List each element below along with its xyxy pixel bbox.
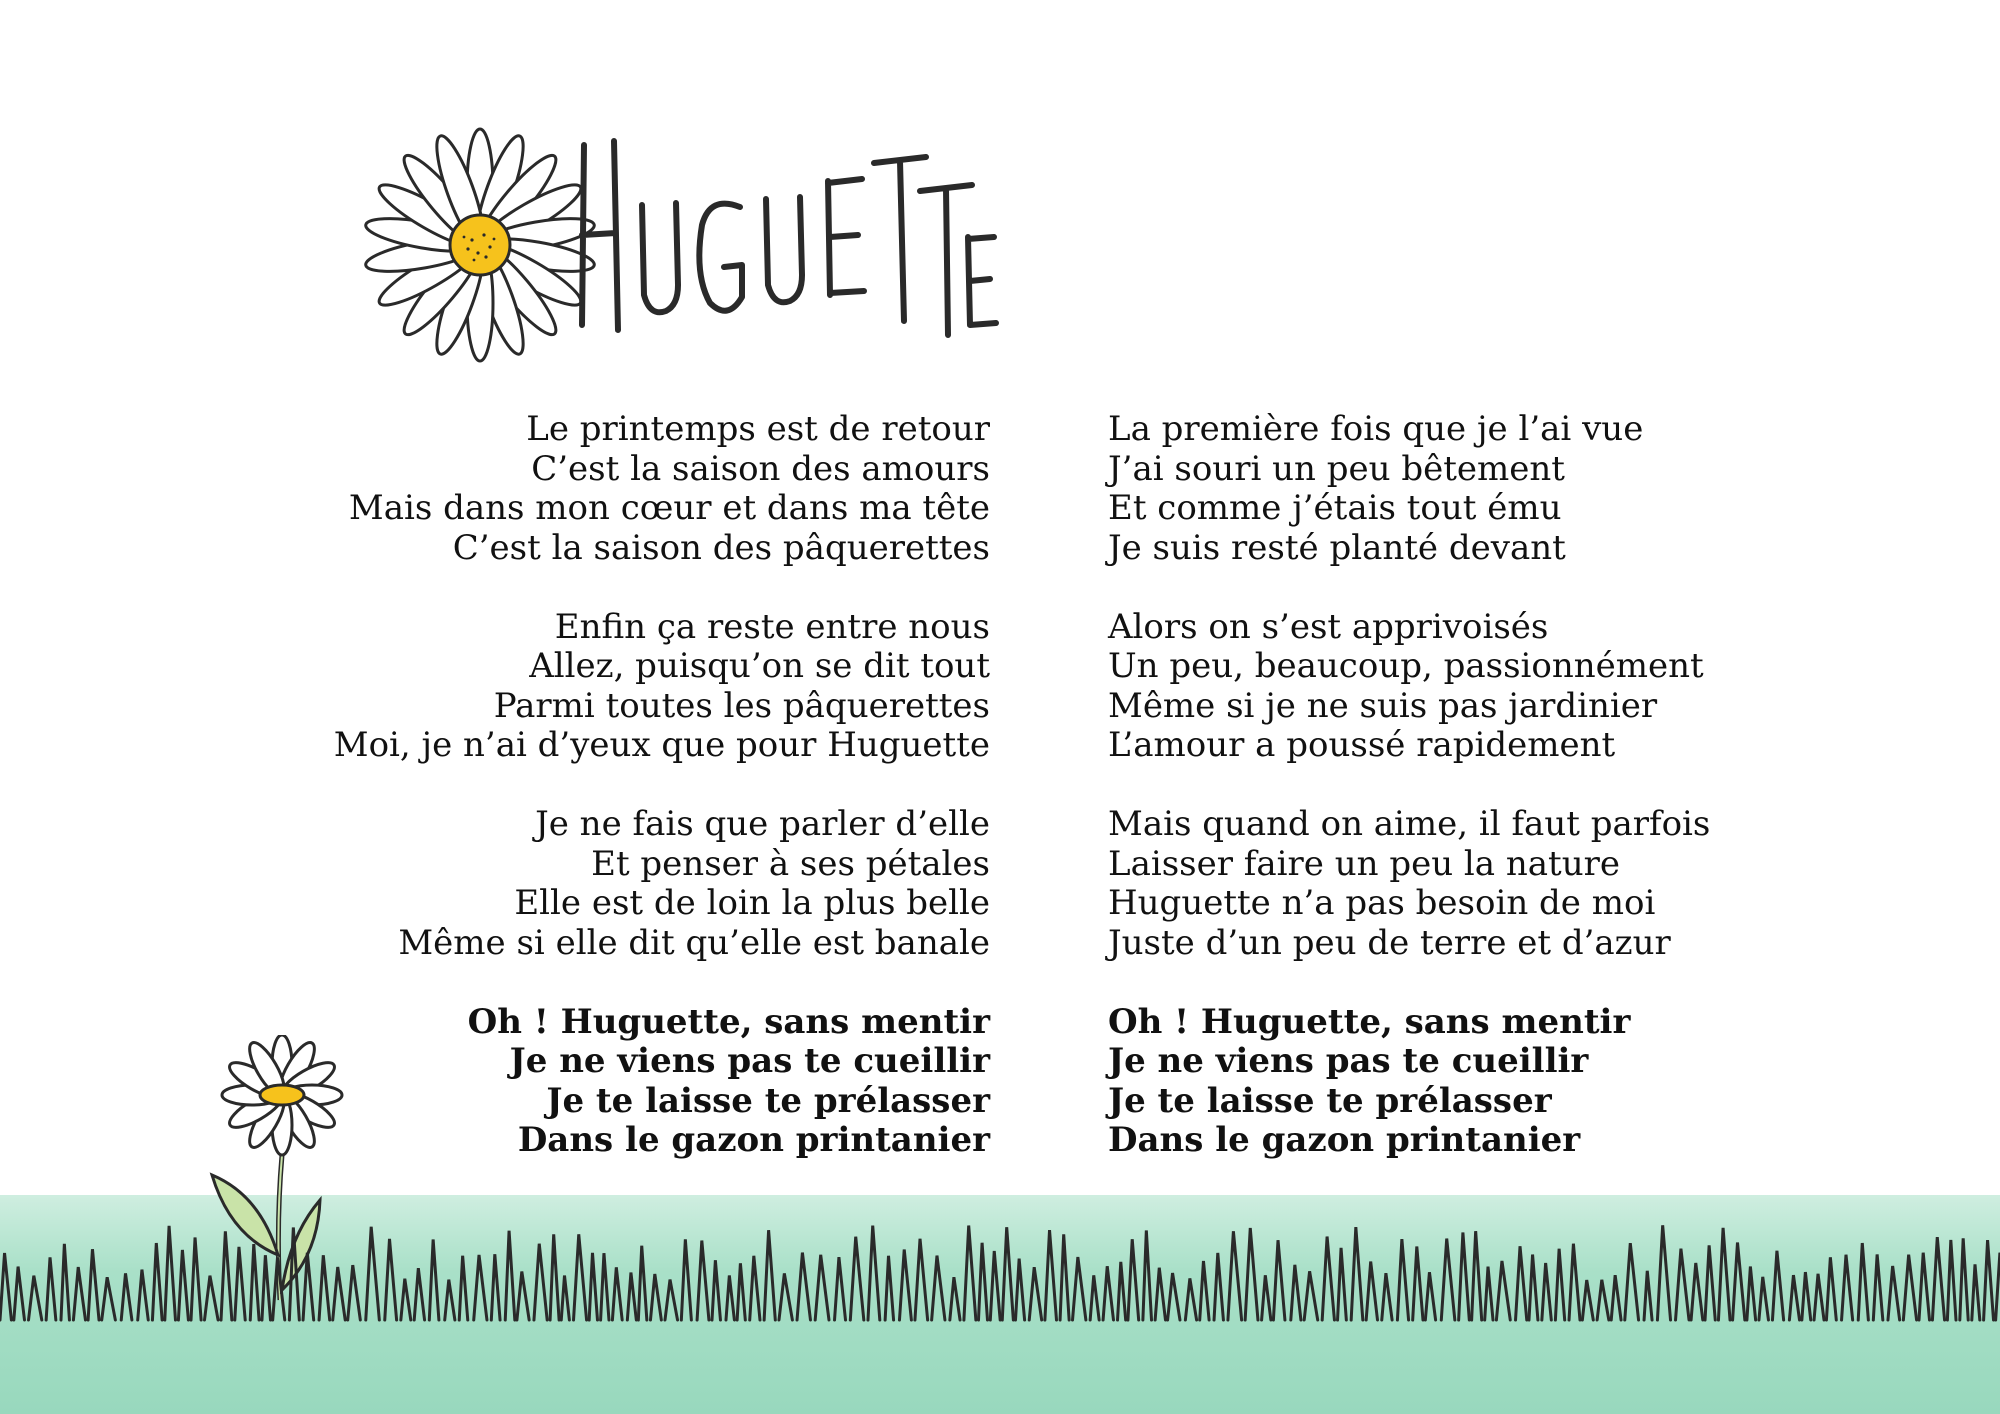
verse-stanza — [290, 608, 990, 766]
lyric-line: Je suis resté planté devant — [1108, 527, 1566, 568]
grass-strip — [0, 1215, 2000, 1325]
lyric-line: Juste d’un peu de terre et d’azur — [1108, 922, 1671, 963]
lyric-line: Alors on s’est apprivoisés — [1108, 606, 1549, 647]
lyrics-column-left — [290, 410, 990, 1200]
lyric-line: Laisser faire un peu la nature — [1108, 843, 1620, 884]
lyric-line: Oh ! Huguette, sans mentir — [467, 1001, 990, 1042]
lyric-line: Enfin ça reste entre nous — [554, 606, 990, 647]
lyric-line: J’ai souri un peu bêtement — [1108, 448, 1565, 489]
lyric-line: Le printemps est de retour — [526, 409, 990, 449]
lyric-line: Même si elle dit qu’elle est banale — [398, 922, 990, 963]
verse-stanza — [1108, 608, 1808, 766]
lyric-line: La première fois que je l’ai vue — [1108, 409, 1644, 449]
lyric-line: Mais dans mon cœur et dans ma tête — [348, 488, 990, 528]
lyric-line: Je ne viens pas te cueillir — [1108, 1041, 1589, 1081]
lyric-line: Je ne fais que parler d’elle — [535, 804, 990, 844]
verse-stanza — [290, 410, 990, 568]
lyric-line: Je te laisse te prélasser — [546, 1080, 990, 1121]
lyrics-column-right — [1108, 410, 1808, 1200]
lyric-line: Même si je ne suis pas jardinier — [1108, 685, 1658, 726]
lyric-line: Dans le gazon printanier — [1108, 1120, 1581, 1160]
verse-stanza — [290, 805, 990, 963]
lyric-line: Dans le gazon printanier — [517, 1120, 990, 1160]
lyric-line: Huguette n’a pas besoin de moi — [1108, 883, 1656, 923]
title-lettering — [570, 125, 1000, 345]
lyric-line: C’est la saison des amours — [531, 448, 990, 489]
lyric-line: Mais quand on aime, il faut parfois — [1108, 804, 1711, 844]
lyric-line: C’est la saison des pâquerettes — [452, 527, 990, 568]
lyric-line: Allez, puisqu’on se dit tout — [529, 646, 990, 686]
lyric-line: Moi, je n’ai d’yeux que pour Huguette — [333, 725, 990, 765]
lyric-line: L’amour a poussé rapidement — [1108, 725, 1616, 765]
lyric-line: Je te laisse te prélasser — [1108, 1080, 1552, 1121]
lyric-line: Un peu, beaucoup, passionnément — [1108, 646, 1704, 686]
lyric-line: Elle est de loin la plus belle — [514, 883, 990, 923]
lyric-line: Oh ! Huguette, sans mentir — [1108, 1001, 1631, 1042]
chorus-stanza — [290, 1003, 990, 1161]
verse-stanza — [1108, 805, 1808, 963]
lyric-line: Et penser à ses pétales — [591, 843, 990, 884]
verse-stanza — [1108, 410, 1808, 568]
lyric-line: Et comme j’étais tout ému — [1108, 488, 1562, 528]
title-block — [360, 125, 1000, 375]
lyric-line: Parmi toutes les pâquerettes — [493, 685, 990, 726]
lyric-line: Je ne viens pas te cueillir — [509, 1041, 990, 1081]
chorus-stanza — [1108, 1003, 1808, 1161]
